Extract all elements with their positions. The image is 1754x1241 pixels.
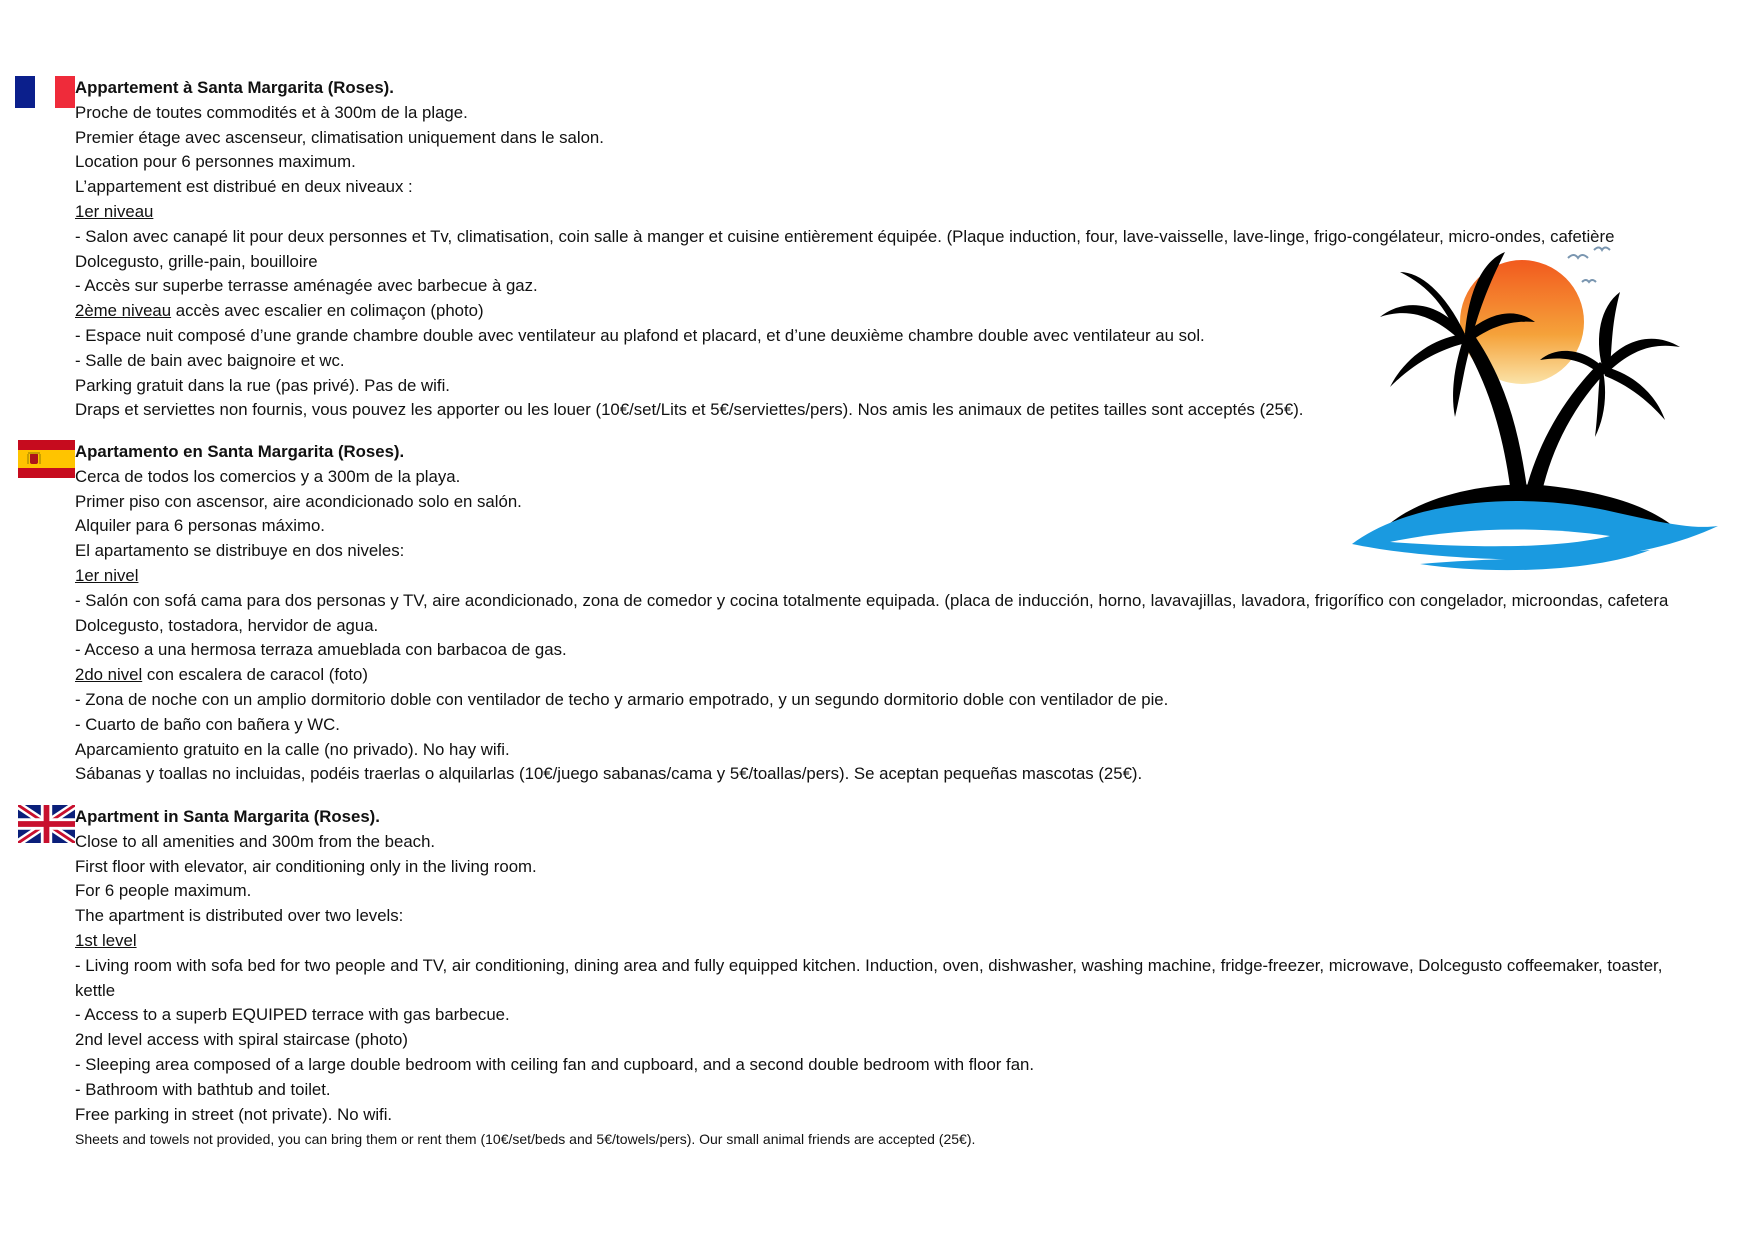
fr-line-9: Parking gratuit dans la rue (pas privé). Pas de wifi. [75,375,450,395]
es-line-2: Primer piso con ascensor, aire acondicionado solo en salón. [75,491,522,511]
es-line-7: - Zona de noche con un amplio dormitorio doble con ventilador de techo y armario empotrado, y un segundo dormitorio doble con ventilador de pie. [75,689,1169,709]
fr-level-2-heading: 2ème niveau [75,301,172,321]
es-level-2-line [75,663,1695,688]
es-line-5: - Salón con sofá cama para dos personas y TV, aire acondicionado, zona de comedor y cocina totalmente equipada. (placa de inducción, horno, lavavajillas, lavadora, frigorífico con congelador, microondas, cafetera Dolcegusto, tostadora, hervidor de agua. [75,590,1669,635]
en-line-10: Sheets and towels not provided, you can bring them or rent them (10€/set/beds and 5€/towels/pers). Our small animal friends are accepted (25€). [75,1131,976,1148]
en-line-1: Close to all amenities and 300m from the beach. [75,831,436,851]
fr-title: Appartement à Santa Margarita (Roses). [75,78,394,97]
fr-level-2-rest: accès avec escalier en colimaçon (photo) [171,301,484,321]
es-level-2-rest: con escalera de caracol (foto) [142,665,368,685]
es-line-4: El apartamento se distribuye en dos niveles: [75,541,405,561]
fr-level-1-heading: 1er niveau [75,201,154,221]
es-level-2-heading: 2do nivel [75,665,143,685]
en-line-9: Free parking in street (not private). No wifi. [75,1104,393,1124]
es-line-9: Aparcamiento gratuito en la calle (no privado). No hay wifi. [75,739,510,759]
fr-line-5: - Salon avec canapé lit pour deux personnes et Tv, climatisation, coin salle à manger et cuisine entièrement équipée. (Plaque induction, four, lave-vaisselle, lave-linge, frigo-congélateur, micro-ondes, cafetière Dolcegusto, grille-pain, bouilloire [75,226,1615,271]
en-line-6: - Access to a superb EQUIPED terrace with gas barbecue. [75,1005,510,1025]
en-level-2-line: 2nd level access with spiral staircase (photo) [75,1030,408,1050]
fr-line-7: - Espace nuit composé d’une grande chambre double avec ventilateur au plafond et placard, et d’une deuxième chambre double avec ventilateur au sol. [75,325,1205,345]
es-line-1: Cerca de todos los comercios y a 300m de la playa. [75,466,461,486]
bird-icon [1568,255,1588,258]
fr-line-3: Location pour 6 personnes maximum. [75,152,356,172]
en-line-8: - Bathroom with bathtub and toilet. [75,1079,331,1099]
fr-line-8: - Salle de bain avec baignoire et wc. [75,350,345,370]
fr-line-10: Draps et serviettes non fournis, vous pouvez les apporter ou les louer (10€/set/Lits et 5€/serviettes/pers). Nos amis les animaux de petites tailles sont acceptés (25€). [75,400,1304,420]
en-line-2: First floor with elevator, air conditioning only in the living room. [75,856,537,876]
fr-line-4: L’appartement est distribué en deux niveaux : [75,177,413,197]
en-line-5: - Living room with sofa bed for two people and TV, air conditioning, dining area and fully equipped kitchen. Induction, oven, dishwasher, washing machine, fridge-freezer, microwave, Dolcegusto coffeemaker, toaster, kettle [75,955,1663,1000]
en-line-3: For 6 people maximum. [75,881,252,901]
france-flag-icon [15,76,75,108]
es-line-10: Sábanas y toallas no incluidas, podéis traerlas o alquilarlas (10€/juego sabanas/cama y 5€/toallas/pers). Se aceptan pequeñas mascotas (25€). [75,764,1143,784]
fr-line-6: - Accès sur superbe terrasse aménagée avec barbecue à gaz. [75,276,538,296]
es-title: Apartamento en Santa Margarita (Roses). [75,442,405,461]
en-title: Apartment in Santa Margarita (Roses). [75,807,380,826]
bird-icon [1582,280,1596,282]
en-level-1-heading: 1st level [75,930,137,950]
section-english [75,805,1695,1152]
es-line-3: Alquiler para 6 personas máximo. [75,516,325,536]
en-line-7: - Sleeping area composed of a large double bedroom with ceiling fan and cupboard, and a second double bedroom with floor fan. [75,1054,1035,1074]
es-line-8: - Cuarto de baño con bañera y WC. [75,714,340,734]
fr-line-2: Premier étage avec ascenseur, climatisation uniquement dans le salon. [75,127,604,147]
en-line-4: The apartment is distributed over two levels: [75,906,404,926]
es-level-1-heading: 1er nivel [75,565,139,585]
fr-line-1: Proche de toutes commodités et à 300m de la plage. [75,102,468,122]
uk-flag-icon [18,805,75,843]
es-line-6: - Acceso a una hermosa terraza amueblada con barbacoa de gas. [75,640,567,660]
spain-flag-icon [18,440,75,478]
palm-island-illustration [1350,242,1720,582]
bird-icon [1594,248,1610,251]
